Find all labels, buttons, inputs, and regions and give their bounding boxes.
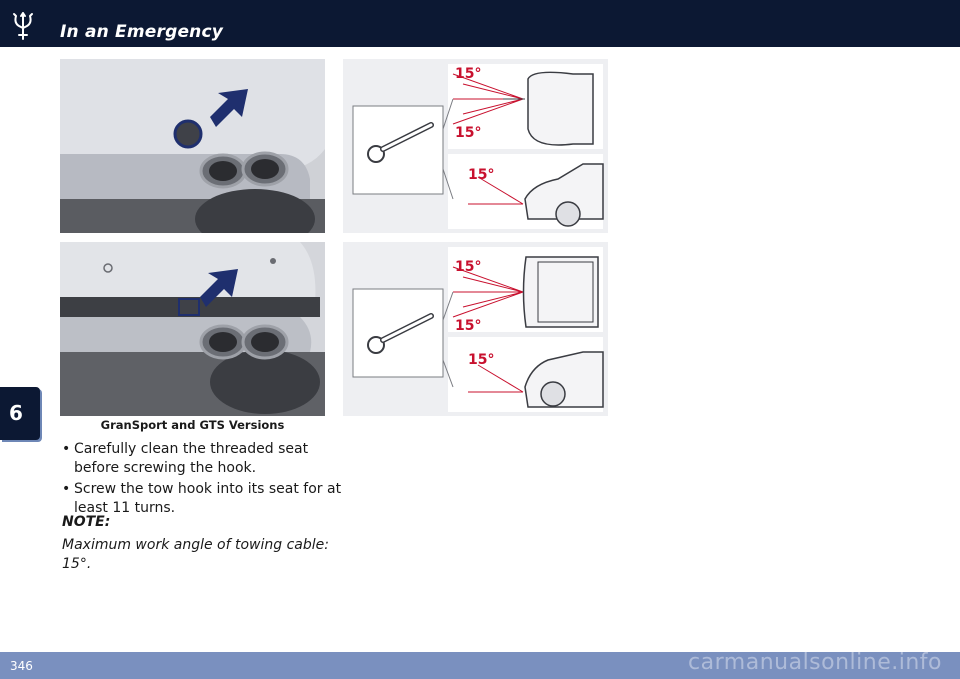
page-header [0,0,960,47]
instruction-list [62,440,342,520]
page-title: In an Emergency [60,22,224,42]
list-item [62,480,342,518]
angle-label: 15° [468,167,495,183]
bullet-glyph: • [62,441,71,457]
list-item-text: Carefully clean the threaded seat before screwing the hook. [74,441,309,476]
bullet-glyph: • [62,481,71,497]
chapter-tab[interactable] [0,387,40,440]
watermark: carmanualsonline.info [688,650,942,675]
note-label: NOTE: [62,514,111,530]
trident-logo-icon [10,11,36,41]
list-item-text: Screw the tow hook into its seat for at least 11 turns. [74,481,342,516]
angle-label: 15° [455,318,482,334]
angle-label: 15° [455,66,482,82]
angle-label: 15° [455,125,482,141]
figure-caption: GranSport and GTS Versions [100,418,285,432]
rear-bumper-photo-1 [60,59,325,233]
page-number: 346 [10,659,33,673]
rear-bumper-photo-2 [60,242,325,416]
note-text: Maximum work angle of towing cable: 15°. [62,537,329,572]
list-item [62,440,342,478]
towing-angle-diagram-1 [343,59,608,233]
angle-label: 15° [455,259,482,275]
chapter-number: 6 [9,401,23,425]
towing-angle-diagram-2 [343,242,608,416]
angle-label: 15° [468,352,495,368]
